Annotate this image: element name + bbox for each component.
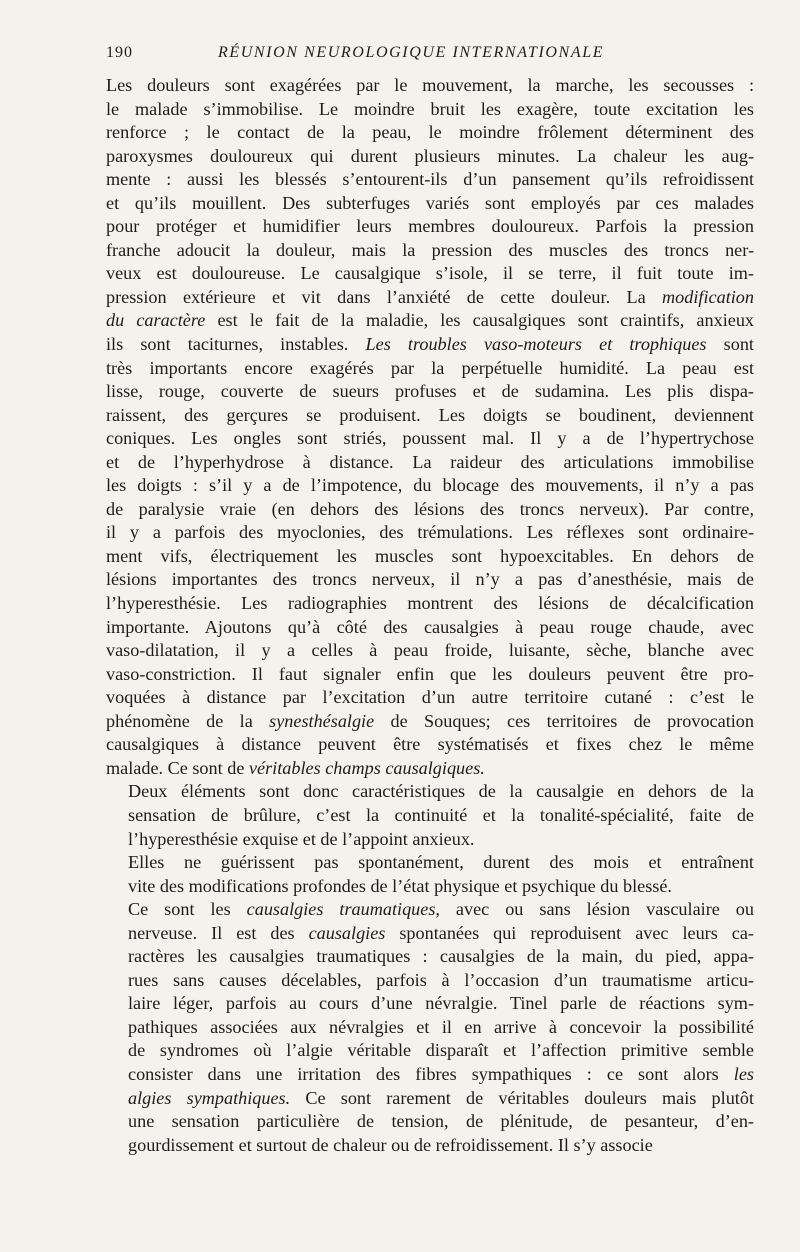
text-line <box>106 498 754 522</box>
text-run: Elles ne guérissent pas spontanément, durent des mois et entraînent <box>128 852 754 873</box>
text-line <box>106 663 754 687</box>
text-run: Ce sont rarement de véritables douleurs mais plutôt <box>290 1087 754 1108</box>
italic-run: causalgies traumatiques <box>246 899 436 920</box>
text-line <box>106 1087 754 1111</box>
paragraph <box>106 74 754 780</box>
paragraph <box>106 780 754 851</box>
text-line <box>106 286 754 310</box>
text-run: consister dans une irritation des fibres sympathiques : ce sont alors <box>128 1063 734 1084</box>
text-run: vaso-dilatation, il y a celles à peau froide, luisante, sèche, blanche avec <box>106 640 754 661</box>
text-run: Les douleurs sont exagérées par le mouvement, la marche, les secousses : <box>106 75 754 95</box>
text-line <box>106 592 754 616</box>
text-run: l’hyperesthésie exquise et de l’appoint anxieux. <box>128 828 475 849</box>
text-run: coniques. Les ongles sont striés, poussent mal. Il y a de l’hypertrychose <box>106 428 754 449</box>
italic-run: synesthésalgie <box>269 710 375 731</box>
text-run: rues sans causes décelables, parfois à l’occasion d’un traumatisme articu- <box>128 969 754 990</box>
text-run: est le fait de la maladie, les causalgiques sont craintifs, anxieux <box>205 310 755 331</box>
text-run: lisse, rouge, couverte de sueurs profuses et de sudamina. Les plis dispa- <box>106 381 754 402</box>
text-run: franche adoucit la douleur, mais la pression des muscles des troncs ner- <box>106 239 754 260</box>
text-line <box>106 545 754 569</box>
text-line <box>106 474 754 498</box>
text-run: les doigts : s’il y a de l’impotence, du blocage des mouvements, il n’y a pas <box>106 475 754 496</box>
text-line <box>106 427 754 451</box>
text-run: spontanées qui reproduisent avec leurs ca- <box>385 922 754 943</box>
italic-run: causalgies <box>308 922 386 943</box>
text-line <box>106 98 754 122</box>
text-line <box>106 1016 754 1040</box>
text-run: lésions importantes des troncs nerveux, il n’y a pas d’anesthésie, mais de <box>106 569 754 590</box>
text-line <box>106 898 754 922</box>
text-run: de syndromes où l’algie véritable disparaît et l’affection primitive semble <box>128 1040 754 1061</box>
italic-run: du caractère <box>106 310 206 331</box>
text-run: ractères les causalgies traumatiques : causalgies de la main, du pied, appa- <box>128 946 754 967</box>
text-run: causalgiques à distance peuvent être systématisés et fixes chez le même <box>106 734 754 755</box>
text-line <box>106 357 754 381</box>
text-run: paroxysmes douloureux qui durent plusieurs minutes. La chaleur les aug- <box>106 145 754 166</box>
text-line <box>106 74 754 98</box>
running-title: RÉUNION NEUROLOGIQUE INTERNATIONALE <box>218 44 605 61</box>
text-line <box>106 145 754 169</box>
text-line <box>106 168 754 192</box>
text-run: très importants encore exagérés par la perpétuelle humidité. La peau est <box>106 357 754 378</box>
paragraph <box>106 851 754 898</box>
text-run: renforce ; le contact de la peau, le moindre frôlement déterminent des <box>106 122 754 143</box>
text-line <box>106 239 754 263</box>
italic-run: algies sympathiques. <box>128 1087 291 1108</box>
body-text <box>106 74 754 1157</box>
page-number: 190 <box>106 44 133 61</box>
text-line <box>106 828 754 852</box>
text-line <box>106 262 754 286</box>
text-run: voquées à distance par l’excitation d’un autre territoire cutané : c’est le <box>106 687 754 708</box>
text-line <box>106 686 754 710</box>
text-line <box>106 851 754 875</box>
page-header <box>106 44 754 74</box>
italic-run: modification <box>662 286 754 307</box>
text-line <box>106 404 754 428</box>
italic-run: les <box>733 1063 754 1084</box>
text-run: mente : aussi les blessés s’entourent-ils d’un pansement qu’ils refroidissent <box>106 169 754 190</box>
text-line <box>106 521 754 545</box>
text-run: , avec ou sans lésion vasculaire ou <box>435 899 754 920</box>
text-line <box>106 922 754 946</box>
text-run: raissent, des gerçures se produisent. Les doigts se boudinent, deviennent <box>106 404 754 425</box>
text-line <box>106 451 754 475</box>
text-run: le malade s’immobilise. Le moindre bruit les exagère, toute excitation les <box>106 98 754 119</box>
text-line <box>106 804 754 828</box>
text-run: pression extérieure et vit dans l’anxiété de cette douleur. La <box>106 286 663 307</box>
italic-run: Les troubles vaso-moteurs et trophiques <box>365 334 707 355</box>
text-run: Deux éléments sont donc caractéristiques de la causalgie en dehors de la <box>128 781 754 802</box>
text-run: et de l’hyperhydrose à distance. La raideur des articulations immobilise <box>106 451 754 472</box>
text-line <box>106 757 754 781</box>
text-line <box>106 215 754 239</box>
text-run: laire léger, parfois au cours d’une névralgie. Tinel parle de réactions sym- <box>128 993 754 1014</box>
text-run: et qu’ils mouillent. Des subterfuges variés sont employés par ces malades <box>106 192 754 213</box>
text-run: ils sont taciturnes, instables. <box>106 334 366 355</box>
text-run: malade. Ce sont de <box>106 757 249 778</box>
text-line <box>106 780 754 804</box>
text-run: Ce sont les <box>128 899 247 920</box>
text-run: sensation de brûlure, c’est la continuité et la tonalité-spécialité, faite de <box>128 804 754 825</box>
text-line <box>106 568 754 592</box>
paragraph <box>106 898 754 1157</box>
text-line <box>106 616 754 640</box>
text-line <box>106 1063 754 1087</box>
text-run: pour protéger et humidifier leurs membres douloureux. Parfois la pression <box>106 216 754 237</box>
text-run: vite des modifications profondes de l’état physique et psychique du blessé. <box>128 875 672 896</box>
text-run: il y a parfois des myoclonies, des trémulations. Les réflexes sont ordinaire- <box>106 522 754 543</box>
text-run: ment vifs, électriquement les muscles sont hypoexcitables. En dehors de <box>106 545 754 566</box>
text-line <box>106 639 754 663</box>
text-run: importante. Ajoutons qu’à côté des causalgies à peau rouge chaude, avec <box>106 616 754 637</box>
text-run: nerveuse. Il est des <box>128 922 309 943</box>
text-run: de paralysie vraie (en dehors des lésions des troncs nerveux). Par contre, <box>106 498 754 519</box>
text-line <box>106 121 754 145</box>
text-line <box>106 992 754 1016</box>
text-line <box>106 1110 754 1134</box>
text-run: gourdissement et surtout de chaleur ou de refroidissement. Il s’y associe <box>128 1134 653 1155</box>
text-line <box>106 309 754 333</box>
text-line <box>106 875 754 899</box>
text-run: sont <box>706 334 754 355</box>
text-line <box>106 969 754 993</box>
italic-run: véritables champs causalgiques. <box>248 757 485 778</box>
text-run: veux est douloureuse. Le causalgique s’isole, il se terre, il fuit toute im- <box>106 263 754 284</box>
text-line <box>106 733 754 757</box>
text-line <box>106 192 754 216</box>
text-line <box>106 710 754 734</box>
text-run: l’hyperesthésie. Les radiographies montrent des lésions de décalcification <box>106 593 754 614</box>
text-run: une sensation particulière de tension, de plénitude, de pesanteur, d’en- <box>128 1111 754 1132</box>
text-line <box>106 945 754 969</box>
text-line <box>106 380 754 404</box>
text-line <box>106 333 754 357</box>
text-line <box>106 1039 754 1063</box>
text-run: pathiques associées aux névralgies et il en arrive à concevoir la possibilité <box>128 1016 754 1037</box>
text-run: vaso-constriction. Il faut signaler enfin que les douleurs peuvent être pro- <box>106 663 754 684</box>
text-run: phénomène de la <box>106 710 270 731</box>
text-run: de Souques; ces territoires de provocation <box>374 710 754 731</box>
book-page <box>106 44 754 1157</box>
text-line <box>106 1134 754 1158</box>
